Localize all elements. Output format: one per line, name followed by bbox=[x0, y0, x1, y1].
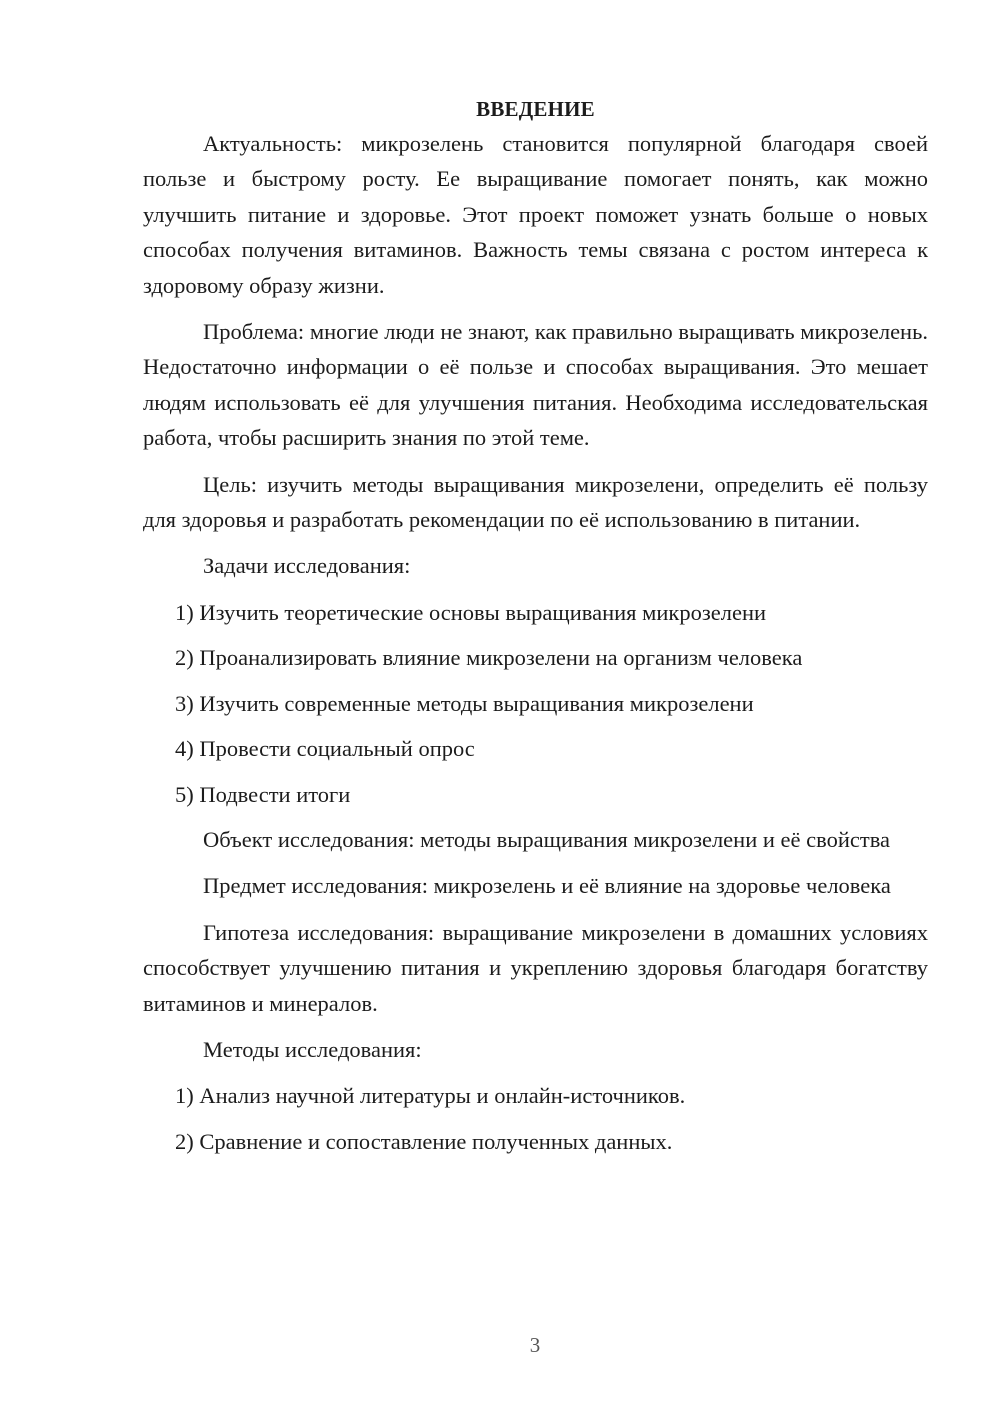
tasks-list bbox=[143, 595, 928, 812]
page-number: 3 bbox=[529, 1333, 541, 1357]
methods-heading: Методы исследования: bbox=[203, 1036, 422, 1062]
method-item-2: 2) Сравнение и сопоставление полученных данных. bbox=[175, 1128, 673, 1154]
task-item-2: 2) Проанализировать влияние микрозелени на организм человека bbox=[175, 645, 803, 671]
task-item-4: 4) Провести социальный опрос bbox=[175, 736, 475, 762]
relevance-paragraph: Актуальность: микрозелень становится популярной благодаря своей пользе и быстрому росту. Ее выращивание помогает понять, как можно улучшить питание и здоровье. Этот проект поможет узнать больше о новых способах получения витаминов. Важность темы связана с ростом интереса к здоровому образу жизни. bbox=[143, 131, 928, 298]
task-item-1: 1) Изучить теоретические основы выращивания микрозелени bbox=[175, 599, 767, 625]
subject-paragraph: Предмет исследования: микрозелень и её влияние на здоровье человека bbox=[203, 873, 891, 899]
methods-list bbox=[143, 1078, 928, 1159]
tasks-heading: Задачи исследования: bbox=[203, 553, 411, 579]
object-paragraph: Объект исследования: методы выращивания микрозелени и её свойства bbox=[203, 826, 891, 852]
task-item-3: 3) Изучить современные методы выращивания микрозелени bbox=[175, 690, 754, 716]
problem-paragraph: Проблема: многие люди не знают, как правильно выращивать микрозелень. Недостаточно информации о её пользе и способах выращивания. Это мешает людям использовать её для улучшения питания. Необходима исследовательская работа, чтобы расширить знания по этой теме. bbox=[143, 319, 928, 451]
goal-paragraph: Цель: изучить методы выращивания микрозелени, определить её пользу для здоровья и разработать рекомендации по её использованию в питании. bbox=[143, 471, 928, 533]
task-item-5: 5) Подвести итоги bbox=[175, 781, 351, 807]
section-heading: ВВЕДЕНИЕ bbox=[476, 97, 595, 121]
document-page bbox=[143, 92, 928, 1169]
method-item-1: 1) Анализ научной литературы и онлайн-источников. bbox=[175, 1083, 686, 1109]
hypothesis-paragraph: Гипотеза исследования: выращивание микрозелени в домашних условиях способствует улучшению питания и укреплению здоровья благодаря богатству витаминов и минералов. bbox=[143, 919, 928, 1016]
